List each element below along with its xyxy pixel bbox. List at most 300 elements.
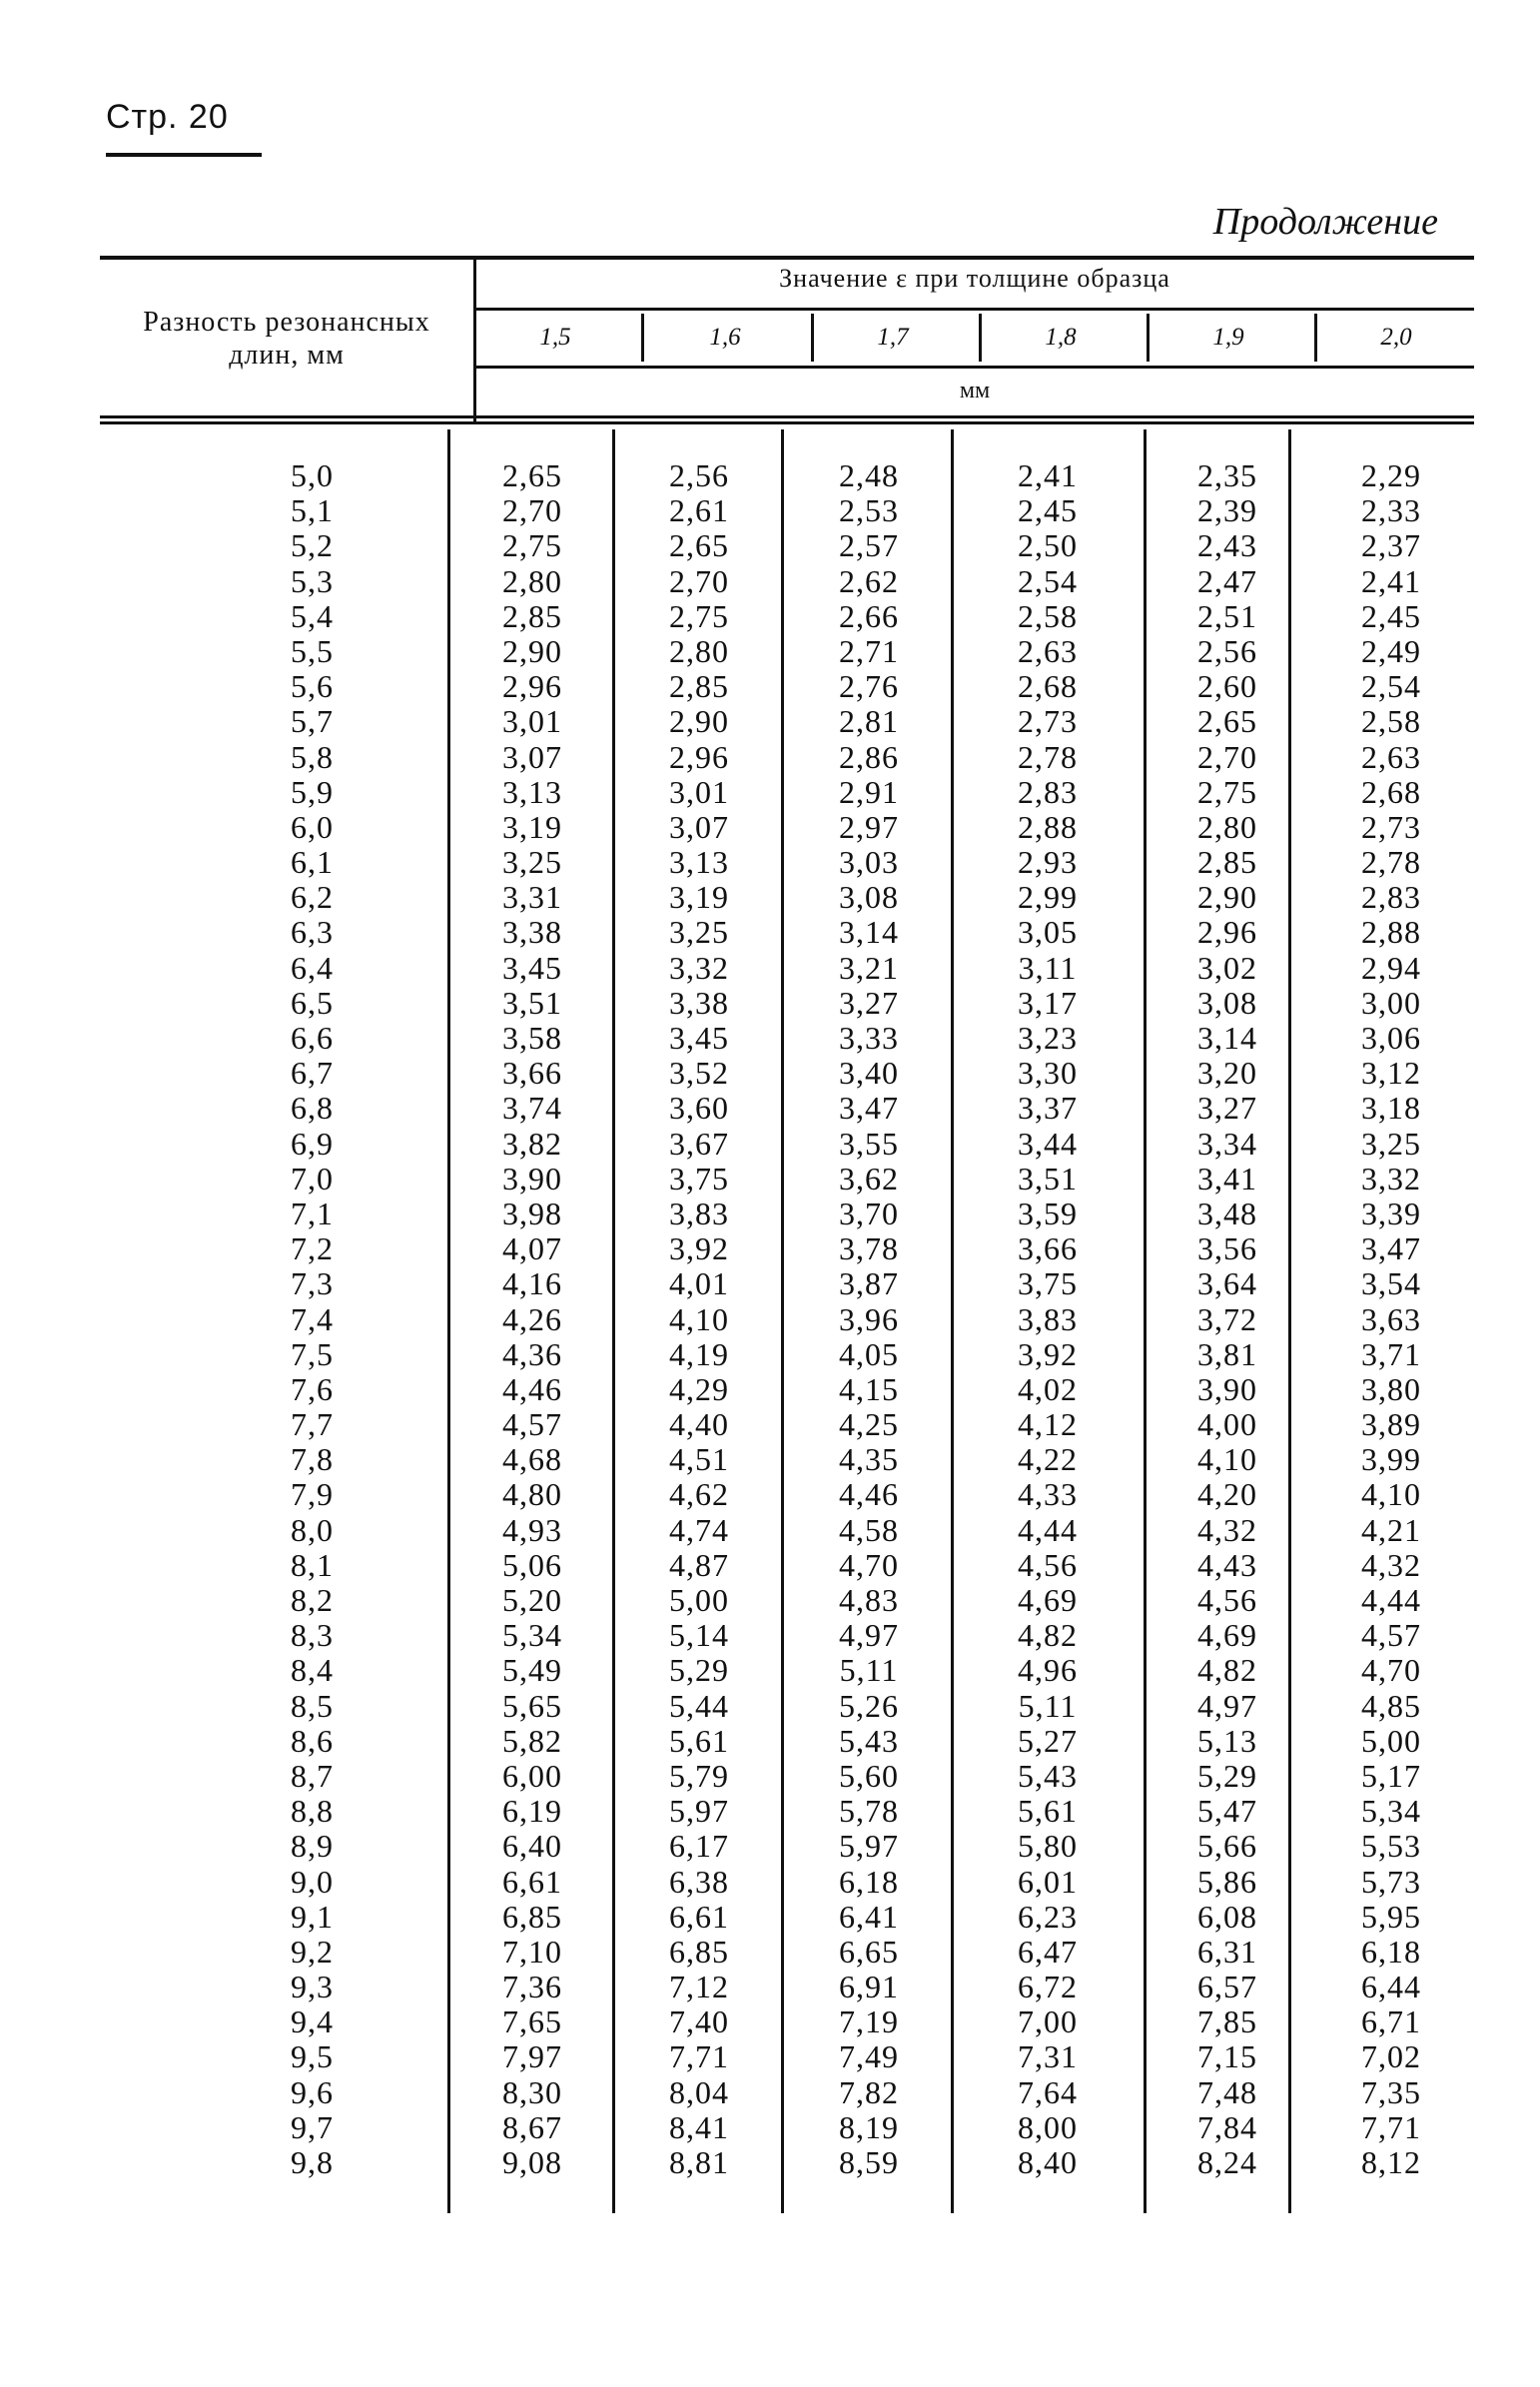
epsilon-value-cell: 7,64 <box>1018 2073 1078 2110</box>
epsilon-value-cell: 5,73 <box>1361 1863 1421 1900</box>
length-difference-cell: 9,8 <box>291 2144 334 2180</box>
page-number-underline <box>106 153 262 157</box>
epsilon-value-cell: 3,59 <box>1018 1194 1078 1231</box>
epsilon-value-cell: 3,33 <box>839 1020 899 1056</box>
length-difference-cell: 7,7 <box>291 1406 334 1443</box>
epsilon-value-cell: 2,63 <box>1018 632 1078 669</box>
epsilon-value-cell: 2,70 <box>669 562 729 599</box>
epsilon-value-cell: 3,90 <box>1197 1370 1257 1407</box>
length-difference-cell: 9,5 <box>291 2038 334 2075</box>
length-difference-cell: 7,3 <box>291 1265 334 1302</box>
epsilon-value-cell: 5,97 <box>669 1793 729 1830</box>
length-difference-cell: 5,2 <box>291 527 334 564</box>
column-separator <box>612 429 615 2213</box>
epsilon-value-cell: 2,97 <box>839 808 899 845</box>
epsilon-value-cell: 6,19 <box>502 1793 562 1830</box>
epsilon-value-cell: 6,40 <box>502 1828 562 1865</box>
epsilon-value-cell: 6,65 <box>839 1933 899 1970</box>
epsilon-value-cell: 3,60 <box>669 1090 729 1127</box>
epsilon-value-cell: 7,48 <box>1197 2073 1257 2110</box>
epsilon-value-cell: 3,81 <box>1197 1335 1257 1372</box>
epsilon-value-cell: 3,32 <box>1361 1160 1421 1196</box>
column-separator <box>781 429 784 2213</box>
column-separator <box>447 429 450 2213</box>
epsilon-value-cell: 2,91 <box>839 773 899 810</box>
epsilon-value-cell: 2,99 <box>1018 879 1078 916</box>
epsilon-value-cell: 5,29 <box>669 1652 729 1689</box>
epsilon-value-cell: 2,53 <box>839 492 899 529</box>
epsilon-value-cell: 4,35 <box>839 1441 899 1478</box>
thickness-header: 1,9 <box>1212 324 1244 351</box>
epsilon-value-cell: 3,38 <box>502 914 562 951</box>
length-difference-cell: 5,7 <box>291 703 334 740</box>
epsilon-value-cell: 3,12 <box>1361 1055 1421 1092</box>
epsilon-value-cell: 3,67 <box>669 1125 729 1162</box>
length-difference-cell: 6,7 <box>291 1055 334 1092</box>
value-column-1-9 <box>1153 458 1302 2180</box>
length-difference-cell: 7,2 <box>291 1230 334 1267</box>
epsilon-value-cell: 4,16 <box>502 1265 562 1302</box>
epsilon-value-cell: 2,96 <box>502 668 562 705</box>
length-difference-cell: 8,5 <box>291 1687 334 1724</box>
epsilon-value-cell: 4,69 <box>1197 1617 1257 1654</box>
epsilon-value-cell: 2,70 <box>1197 738 1257 775</box>
epsilon-value-cell: 2,75 <box>502 527 562 564</box>
epsilon-value-cell: 3,44 <box>1018 1125 1078 1162</box>
epsilon-value-cell: 3,70 <box>839 1194 899 1231</box>
epsilon-value-cell: 4,00 <box>1197 1406 1257 1443</box>
epsilon-value-cell: 3,21 <box>839 949 899 986</box>
length-difference-cell: 8,7 <box>291 1757 334 1794</box>
epsilon-value-cell: 2,61 <box>669 492 729 529</box>
epsilon-value-cell: 5,29 <box>1197 1757 1257 1794</box>
epsilon-value-cell: 3,30 <box>1018 1055 1078 1092</box>
epsilon-value-cell: 2,47 <box>1197 562 1257 599</box>
epsilon-value-cell: 3,62 <box>839 1160 899 1196</box>
epsilon-value-cell: 4,29 <box>669 1370 729 1407</box>
length-difference-cell: 6,9 <box>291 1125 334 1162</box>
epsilon-value-cell: 3,14 <box>839 914 899 951</box>
length-difference-cell: 9,7 <box>291 2108 334 2145</box>
length-difference-cell: 5,4 <box>291 597 334 634</box>
epsilon-value-cell: 2,65 <box>502 457 562 493</box>
epsilon-value-cell: 6,18 <box>839 1863 899 1900</box>
epsilon-value-cell: 3,80 <box>1361 1370 1421 1407</box>
epsilon-value-cell: 5,79 <box>669 1757 729 1794</box>
epsilon-value-cell: 3,92 <box>1018 1335 1078 1372</box>
epsilon-value-cell: 2,48 <box>839 457 899 493</box>
epsilon-value-cell: 4,46 <box>839 1476 899 1513</box>
continuation-label: Продолжение <box>1212 201 1438 243</box>
epsilon-value-cell: 2,73 <box>1018 703 1078 740</box>
thickness-header: 1,7 <box>877 324 909 351</box>
epsilon-value-cell: 6,38 <box>669 1863 729 1900</box>
epsilon-value-cell: 4,19 <box>669 1335 729 1372</box>
epsilon-value-cell: 3,51 <box>502 984 562 1021</box>
epsilon-value-cell: 4,32 <box>1361 1546 1421 1583</box>
epsilon-value-cell: 6,31 <box>1197 1933 1257 1970</box>
length-difference-cell: 6,3 <box>291 914 334 951</box>
epsilon-value-cell: 4,58 <box>839 1511 899 1548</box>
length-difference-cell: 6,4 <box>291 949 334 986</box>
epsilon-value-cell: 5,47 <box>1197 1793 1257 1830</box>
epsilon-value-cell: 3,02 <box>1197 949 1257 986</box>
epsilon-value-cell: 2,65 <box>669 527 729 564</box>
epsilon-value-cell: 3,00 <box>1361 984 1421 1021</box>
epsilon-value-cell: 7,35 <box>1361 2073 1421 2110</box>
epsilon-value-cell: 4,07 <box>502 1230 562 1267</box>
epsilon-value-cell: 5,26 <box>839 1687 899 1724</box>
epsilon-value-cell: 5,53 <box>1361 1828 1421 1865</box>
epsilon-value-cell: 2,45 <box>1018 492 1078 529</box>
epsilon-value-cell: 6,57 <box>1197 1969 1257 2005</box>
epsilon-value-cell: 8,81 <box>669 2144 729 2180</box>
value-column-2-0 <box>1316 458 1466 2180</box>
epsilon-value-cell: 2,58 <box>1361 703 1421 740</box>
epsilon-value-cell: 7,65 <box>502 2003 562 2040</box>
epsilon-value-cell: 3,25 <box>502 844 562 881</box>
epsilon-value-cell: 3,05 <box>1018 914 1078 951</box>
epsilon-value-cell: 3,20 <box>1197 1055 1257 1092</box>
epsilon-value-cell: 5,49 <box>502 1652 562 1689</box>
epsilon-value-cell: 6,85 <box>502 1898 562 1935</box>
epsilon-value-cell: 3,71 <box>1361 1335 1421 1372</box>
length-difference-cell: 9,4 <box>291 2003 334 2040</box>
epsilon-value-cell: 3,08 <box>1197 984 1257 1021</box>
epsilon-value-cell: 2,96 <box>669 738 729 775</box>
epsilon-value-cell: 4,44 <box>1018 1511 1078 1548</box>
epsilon-value-cell: 3,75 <box>1018 1265 1078 1302</box>
thickness-header: 2,0 <box>1380 324 1412 351</box>
epsilon-value-cell: 3,64 <box>1197 1265 1257 1302</box>
epsilon-value-cell: 6,91 <box>839 1969 899 2005</box>
epsilon-value-cell: 5,80 <box>1018 1828 1078 1865</box>
epsilon-value-cell: 3,96 <box>839 1300 899 1337</box>
epsilon-value-cell: 5,13 <box>1197 1722 1257 1759</box>
epsilon-value-cell: 3,72 <box>1197 1300 1257 1337</box>
page-number: Стр. 20 <box>106 98 229 136</box>
epsilon-value-cell: 2,71 <box>839 632 899 669</box>
epsilon-value-cell: 4,56 <box>1197 1582 1257 1618</box>
epsilon-value-cell: 7,00 <box>1018 2003 1078 2040</box>
epsilon-value-cell: 5,11 <box>1018 1687 1078 1724</box>
epsilon-value-cell: 4,57 <box>1361 1617 1421 1654</box>
epsilon-value-cell: 7,15 <box>1197 2038 1257 2075</box>
epsilon-value-cell: 3,66 <box>1018 1230 1078 1267</box>
epsilon-value-cell: 3,78 <box>839 1230 899 1267</box>
epsilon-value-cell: 2,33 <box>1361 492 1421 529</box>
epsilon-value-cell: 3,31 <box>502 879 562 916</box>
thickness-header: 1,8 <box>1045 324 1077 351</box>
epsilon-value-cell: 4,02 <box>1018 1370 1078 1407</box>
thickness-divider <box>641 314 644 362</box>
epsilon-value-cell: 4,36 <box>502 1335 562 1372</box>
value-column-1-6 <box>624 458 774 2180</box>
thickness-row-rule <box>475 366 1474 369</box>
length-difference-cell: 6,0 <box>291 808 334 845</box>
length-difference-cell: 8,2 <box>291 1582 334 1618</box>
length-difference-cell: 6,6 <box>291 1020 334 1056</box>
epsilon-value-cell: 3,45 <box>502 949 562 986</box>
epsilon-value-cell: 4,40 <box>669 1406 729 1443</box>
epsilon-value-cell: 8,59 <box>839 2144 899 2180</box>
epsilon-value-cell: 3,66 <box>502 1055 562 1092</box>
epsilon-value-cell: 3,34 <box>1197 1125 1257 1162</box>
epsilon-value-cell: 2,90 <box>502 632 562 669</box>
row-header: Разность резонансных длин, мм <box>143 307 430 371</box>
epsilon-value-cell: 5,44 <box>669 1687 729 1724</box>
epsilon-value-cell: 6,00 <box>502 1757 562 1794</box>
length-difference-cell: 6,2 <box>291 879 334 916</box>
epsilon-value-cell: 5,86 <box>1197 1863 1257 1900</box>
epsilon-value-cell: 3,14 <box>1197 1020 1257 1056</box>
epsilon-value-cell: 2,68 <box>1361 773 1421 810</box>
epsilon-value-cell: 4,56 <box>1018 1546 1078 1583</box>
epsilon-value-cell: 4,26 <box>502 1300 562 1337</box>
epsilon-value-cell: 3,98 <box>502 1194 562 1231</box>
epsilon-value-cell: 6,47 <box>1018 1933 1078 1970</box>
epsilon-value-cell: 4,68 <box>502 1441 562 1478</box>
epsilon-value-cell: 5,00 <box>1361 1722 1421 1759</box>
epsilon-value-cell: 8,04 <box>669 2073 729 2110</box>
epsilon-value-cell: 3,99 <box>1361 1441 1421 1478</box>
epsilon-value-cell: 4,70 <box>1361 1652 1421 1689</box>
epsilon-value-cell: 2,85 <box>1197 844 1257 881</box>
epsilon-value-cell: 2,85 <box>669 668 729 705</box>
epsilon-value-cell: 6,61 <box>502 1863 562 1900</box>
epsilon-value-cell: 7,97 <box>502 2038 562 2075</box>
epsilon-value-cell: 4,83 <box>839 1582 899 1618</box>
epsilon-value-cell: 3,92 <box>669 1230 729 1267</box>
epsilon-value-cell: 3,87 <box>839 1265 899 1302</box>
epsilon-value-cell: 2,90 <box>1197 879 1257 916</box>
epsilon-value-cell: 4,62 <box>669 1476 729 1513</box>
length-difference-cell: 5,1 <box>291 492 334 529</box>
length-difference-cell: 8,4 <box>291 1652 334 1689</box>
epsilon-value-cell: 3,47 <box>1361 1230 1421 1267</box>
column-separator <box>951 429 954 2213</box>
epsilon-value-cell: 7,84 <box>1197 2108 1257 2145</box>
epsilon-value-cell: 3,48 <box>1197 1194 1257 1231</box>
epsilon-value-cell: 3,19 <box>669 879 729 916</box>
epsilon-value-cell: 4,69 <box>1018 1582 1078 1618</box>
epsilon-value-cell: 3,07 <box>502 738 562 775</box>
length-difference-cell: 8,9 <box>291 1828 334 1865</box>
epsilon-value-cell: 8,30 <box>502 2073 562 2110</box>
epsilon-value-cell: 2,51 <box>1197 597 1257 634</box>
epsilon-value-cell: 5,43 <box>1018 1757 1078 1794</box>
value-column-1-8 <box>973 458 1123 2180</box>
epsilon-value-cell: 3,89 <box>1361 1406 1421 1443</box>
epsilon-value-cell: 2,70 <box>502 492 562 529</box>
length-difference-cell: 5,0 <box>291 457 334 493</box>
epsilon-value-cell: 2,41 <box>1018 457 1078 493</box>
epsilon-value-cell: 9,08 <box>502 2144 562 2180</box>
epsilon-value-cell: 3,01 <box>502 703 562 740</box>
epsilon-value-cell: 3,11 <box>1018 949 1078 986</box>
epsilon-value-cell: 2,83 <box>1361 879 1421 916</box>
epsilon-value-cell: 2,78 <box>1018 738 1078 775</box>
length-difference-cell: 5,9 <box>291 773 334 810</box>
epsilon-value-cell: 2,75 <box>669 597 729 634</box>
epsilon-value-cell: 2,83 <box>1018 773 1078 810</box>
epsilon-value-cell: 3,06 <box>1361 1020 1421 1056</box>
epsilon-value-cell: 4,97 <box>1197 1687 1257 1724</box>
epsilon-value-cell: 8,12 <box>1361 2144 1421 2180</box>
epsilon-value-cell: 5,61 <box>669 1722 729 1759</box>
epsilon-value-cell: 4,12 <box>1018 1406 1078 1443</box>
epsilon-value-cell: 6,85 <box>669 1933 729 1970</box>
epsilon-value-cell: 5,27 <box>1018 1722 1078 1759</box>
epsilon-value-cell: 5,78 <box>839 1793 899 1830</box>
epsilon-value-cell: 2,37 <box>1361 527 1421 564</box>
length-difference-cell: 9,6 <box>291 2073 334 2110</box>
epsilon-value-cell: 7,19 <box>839 2003 899 2040</box>
epsilon-value-cell: 5,65 <box>502 1687 562 1724</box>
length-difference-cell: 7,6 <box>291 1370 334 1407</box>
epsilon-value-cell: 6,17 <box>669 1828 729 1865</box>
value-column-1-7 <box>794 458 944 2180</box>
epsilon-value-cell: 3,13 <box>502 773 562 810</box>
epsilon-value-cell: 2,85 <box>502 597 562 634</box>
length-difference-cell: 9,1 <box>291 1898 334 1935</box>
epsilon-value-cell: 3,83 <box>669 1194 729 1231</box>
epsilon-value-cell: 5,95 <box>1361 1898 1421 1935</box>
epsilon-value-cell: 2,63 <box>1361 738 1421 775</box>
epsilon-value-cell: 2,90 <box>669 703 729 740</box>
epsilon-value-cell: 3,52 <box>669 1055 729 1092</box>
header-bottom-rule <box>100 415 1474 418</box>
epsilon-value-cell: 3,74 <box>502 1090 562 1127</box>
epsilon-value-cell: 7,36 <box>502 1969 562 2005</box>
epsilon-value-cell: 8,19 <box>839 2108 899 2145</box>
epsilon-value-cell: 3,90 <box>502 1160 562 1196</box>
epsilon-value-cell: 5,34 <box>1361 1793 1421 1830</box>
epsilon-value-cell: 4,10 <box>1361 1476 1421 1513</box>
epsilon-value-cell: 6,23 <box>1018 1898 1078 1935</box>
epsilon-value-cell: 3,38 <box>669 984 729 1021</box>
epsilon-value-cell: 2,56 <box>669 457 729 493</box>
group-title-rule <box>475 308 1474 311</box>
epsilon-value-cell: 5,34 <box>502 1617 562 1654</box>
epsilon-value-cell: 2,88 <box>1361 914 1421 951</box>
epsilon-value-cell: 8,40 <box>1018 2144 1078 2180</box>
length-difference-cell: 8,8 <box>291 1793 334 1830</box>
epsilon-value-cell: 7,49 <box>839 2038 899 2075</box>
epsilon-value-cell: 3,13 <box>669 844 729 881</box>
epsilon-value-cell: 3,45 <box>669 1020 729 1056</box>
length-difference-cell: 7,9 <box>291 1476 334 1513</box>
epsilon-value-cell: 7,71 <box>1361 2108 1421 2145</box>
epsilon-value-cell: 3,25 <box>669 914 729 951</box>
length-difference-cell: 7,4 <box>291 1300 334 1337</box>
epsilon-value-cell: 3,18 <box>1361 1090 1421 1127</box>
length-difference-cell: 7,1 <box>291 1194 334 1231</box>
epsilon-value-cell: 5,14 <box>669 1617 729 1654</box>
epsilon-value-cell: 5,20 <box>502 1582 562 1618</box>
epsilon-value-cell: 3,54 <box>1361 1265 1421 1302</box>
epsilon-value-cell: 3,75 <box>669 1160 729 1196</box>
epsilon-value-cell: 2,41 <box>1361 562 1421 599</box>
length-difference-cell: 7,5 <box>291 1335 334 1372</box>
epsilon-value-cell: 3,51 <box>1018 1160 1078 1196</box>
epsilon-value-cell: 5,97 <box>839 1828 899 1865</box>
epsilon-value-cell: 6,08 <box>1197 1898 1257 1935</box>
length-difference-cell: 8,0 <box>291 1511 334 1548</box>
epsilon-value-cell: 4,05 <box>839 1335 899 1372</box>
epsilon-value-cell: 2,50 <box>1018 527 1078 564</box>
epsilon-value-cell: 5,82 <box>502 1722 562 1759</box>
epsilon-value-cell: 6,41 <box>839 1898 899 1935</box>
epsilon-value-cell: 3,32 <box>669 949 729 986</box>
epsilon-value-cell: 8,67 <box>502 2108 562 2145</box>
length-difference-cell: 9,2 <box>291 1933 334 1970</box>
epsilon-value-cell: 3,47 <box>839 1090 899 1127</box>
epsilon-value-cell: 3,82 <box>502 1125 562 1162</box>
epsilon-value-cell: 2,75 <box>1197 773 1257 810</box>
epsilon-value-cell: 6,01 <box>1018 1863 1078 1900</box>
epsilon-value-cell: 3,03 <box>839 844 899 881</box>
epsilon-value-cell: 7,71 <box>669 2038 729 2075</box>
epsilon-value-cell: 7,31 <box>1018 2038 1078 2075</box>
epsilon-value-cell: 3,37 <box>1018 1090 1078 1127</box>
length-difference-cell: 8,6 <box>291 1722 334 1759</box>
epsilon-value-cell: 4,85 <box>1361 1687 1421 1724</box>
epsilon-value-cell: 3,27 <box>839 984 899 1021</box>
length-difference-cell: 5,8 <box>291 738 334 775</box>
epsilon-value-cell: 4,51 <box>669 1441 729 1478</box>
epsilon-value-cell: 3,27 <box>1197 1090 1257 1127</box>
epsilon-value-cell: 2,35 <box>1197 457 1257 493</box>
epsilon-value-cell: 2,73 <box>1361 808 1421 845</box>
length-difference-cell: 8,3 <box>291 1617 334 1654</box>
epsilon-value-cell: 2,94 <box>1361 949 1421 986</box>
epsilon-value-cell: 2,65 <box>1197 703 1257 740</box>
epsilon-value-cell: 3,19 <box>502 808 562 845</box>
length-difference-cell: 9,0 <box>291 1863 334 1900</box>
epsilon-value-cell: 7,02 <box>1361 2038 1421 2075</box>
epsilon-value-cell: 4,33 <box>1018 1476 1078 1513</box>
length-difference-cell: 5,5 <box>291 632 334 669</box>
epsilon-value-cell: 3,08 <box>839 879 899 916</box>
epsilon-value-cell: 2,96 <box>1197 914 1257 951</box>
epsilon-value-cell: 4,21 <box>1361 1511 1421 1548</box>
epsilon-value-cell: 7,85 <box>1197 2003 1257 2040</box>
length-difference-cell: 5,6 <box>291 668 334 705</box>
epsilon-value-cell: 2,62 <box>839 562 899 599</box>
epsilon-value-cell: 5,06 <box>502 1546 562 1583</box>
epsilon-value-cell: 7,82 <box>839 2073 899 2110</box>
header-bottom-rule-2 <box>100 421 1474 424</box>
epsilon-value-cell: 4,74 <box>669 1511 729 1548</box>
epsilon-value-cell: 3,07 <box>669 808 729 845</box>
epsilon-value-cell: 4,82 <box>1018 1617 1078 1654</box>
length-difference-cell: 7,0 <box>291 1160 334 1196</box>
column-separator <box>1144 429 1147 2213</box>
epsilon-value-cell: 2,81 <box>839 703 899 740</box>
epsilon-value-cell: 4,44 <box>1361 1582 1421 1618</box>
length-difference-cell: 9,3 <box>291 1969 334 2005</box>
epsilon-value-cell: 3,01 <box>669 773 729 810</box>
epsilon-value-cell: 2,68 <box>1018 668 1078 705</box>
epsilon-value-cell: 2,86 <box>839 738 899 775</box>
epsilon-value-cell: 3,55 <box>839 1125 899 1162</box>
epsilon-value-cell: 6,61 <box>669 1898 729 1935</box>
epsilon-value-cell: 5,60 <box>839 1757 899 1794</box>
epsilon-value-cell: 5,66 <box>1197 1828 1257 1865</box>
epsilon-value-cell: 4,25 <box>839 1406 899 1443</box>
epsilon-value-cell: 4,87 <box>669 1546 729 1583</box>
